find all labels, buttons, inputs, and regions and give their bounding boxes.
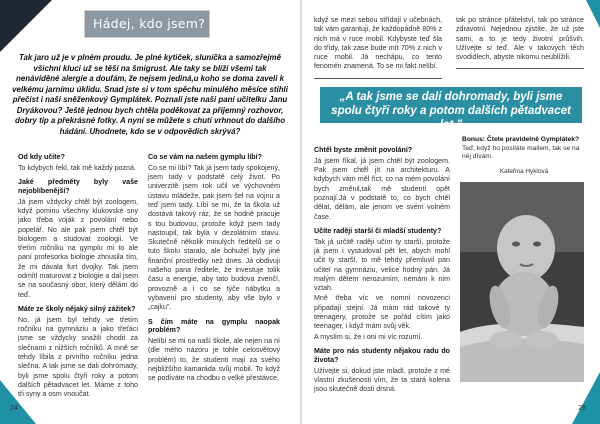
baby-photo (460, 182, 584, 382)
pull-quote-banner (320, 87, 582, 131)
interview-question: Chtěl byste změnit povolání? (314, 146, 413, 154)
interview-question: Co se vám na našem gymplu líbí? (148, 153, 262, 161)
corner-decoration-top-right (586, 0, 600, 28)
right-page (302, 0, 600, 424)
interview-answer: No, já jsem byl tehdy ve třetím ročníku na gymnáziu a jako třeťáci jsme se vždycky snažili chodit za slečnami z nižších ročníků. A mně se tehdy líbila z prvního ročníku jedna slečna. A tak jsme se dali dohromady, byli jsme spolu čtyři roky a potom dalších pětadvacet let. Máme z toho tři syny a osm vnoučat. (18, 315, 138, 399)
page-number-left: 24 (10, 405, 18, 412)
page-number-right: 25 (578, 405, 586, 412)
bonus-title: Bonus: Čtete pravidelně Gymplátek? (462, 136, 580, 143)
interview-answer: To kdybych řekl, tak mě každý pozná. (18, 163, 136, 172)
interview-question: Jaké předměty byly vaše nejoblíbenější? (18, 178, 138, 195)
right-column-2-top (456, 16, 584, 69)
right-col1-top-text: když se mezi sebou střídají v učebnách, tak vám garantuji, že každopádně 80% z nich má v ruce mobil. Kdybyste teď šla do třídy, tak zase bude mít 70% z nich v ruce mobil. Já nechápu, co tento fenomén znamená. To se mi fakt nelíbí. (314, 16, 442, 71)
interview-question: Máte ze školy nějaký silný zážitek? (18, 304, 136, 313)
right-column-1 (314, 146, 450, 395)
pull-quote: „A tak jsme se dali dohromady, byli jsme spolu čtyři roky a potom dalších pětadvacet let." (331, 91, 571, 131)
interview-question: Máte pro nás studenty nějakou radu do života? (314, 346, 450, 364)
interview-answer: Co se mi líbí? Tak já jsem tady spokojený, jsem tady v podstatě celý život. Po univerzitě jsem rok učil ve výchovném ústavu mládeže, pak jsem šel na vojnu a teď jsem tady. Líbí se mi, že ta škola už dostává takový ráz, že se hodně pracuje s tou budovou, protože když jsem tady nastoupil, tak byla v dezolátním stavu. Skutečně několik minulých ředitelů se o tuto školu staralo, ale bohužel byly jiné finanční prostředky než dnes. Já obdivuji našeho pana ředitele, že investuje tolik času a energie, aby tato budova zvenčí, provozně a i co se týče nábytku a vybavení pro studenty, aby vše bylo v „cajku". (148, 163, 280, 312)
bonus-text: Teď, když ho posíláte mailem, tak se na něj dívám. (462, 144, 580, 161)
right-column-1-top (314, 16, 442, 79)
interview-answer: Já jsem říkal, já jsem chtěl být zoologem. Pak jsem chtěl jít na architekturu. A kdybych vám měl říct, co na mém povolání bych změnil,tak mě studenti opět poznají.Já v podstatě to, co bych chtěl dělat, dělám, ale jenom ve svém volném čase. (314, 156, 450, 221)
corner-decoration-top-left (0, 0, 52, 52)
right-col2-top-text: tak po stránce přátelství, tak po stránce zdravotní. Nejednou zjistíte, že už jste sami, a to je tedy životní průšvih. Užívejte si teď. Ale v takových těch svodidlech, abyste nikomu neublížili. (456, 16, 584, 62)
left-column-1 (18, 153, 138, 400)
interview-answer: Nelíbí se mi na naší škole, ale nejen na ní (dle mého názoru je tohle celosvětový problém) to, že studenti mají za svého nejbližšího kamaráda svůj mobil. To když se podíváte na chodbu o velké přestávce, (148, 337, 280, 383)
interview-answer: Mně třeba víc ve nomní novozenci připadají stejní. Já mám rád takové ty teenagery, protože se pořád cítím jako teenager, i když mám svůj věk. (314, 294, 450, 331)
interview-answer: A myslím si, že i oni mi víc rozumí. (314, 332, 423, 341)
interview-question: Učíte raději starší či mladší studenty? (314, 226, 442, 235)
interview-question: Od kdy učíte? (18, 153, 65, 161)
article-title: Hádej, kdo jsem? (93, 16, 206, 31)
intro-text: Tak jaro už je v plném proudu. Je plné kytiček, sluníčka a samozřejmě všichni kluci už se těší na šmigrust. Ale taky se blíží všemi tak nenáviděné alergie a doufám, že nejsem jediná,u koho se doma zaveli k velkému jarnímu úklidu. Snad jste si v tom spěchu minulého měsíce stihli přečíst i naši sněženkový Gymplátek. Poznali jste naši paní učitelku Janu Dryákovou? Ještě jednou bych chtěla poděkovat za příjemný rozhovor, dobry tip a překrásné fotky. A nyní se můžete s chutí vrhnout do dalšího hádání. Uhodnete, kdo se v odpovědích skrývá? (12, 53, 288, 136)
interview-answer: Já jsem vždycky chtěl být zoologem, když pominu všechny klukovské sny jako třeba voják z povolání nebo popelář. No ale pak jsem chtěl být biologem a studovat zoologii. Ve třetím ročníku na gymplu mi to ale paní profesorka biologie zhnusila tím, že mi dávala furt dvojky. Tak jsem odmítl maturovat z biologie a dal jsem se na současný obor, který dělám do teď. (18, 197, 138, 299)
baby-photo-image (460, 182, 584, 382)
left-column-2 (148, 153, 280, 385)
bonus-sidebar (462, 136, 586, 176)
intro-paragraph (12, 53, 288, 137)
article-title-box (84, 10, 210, 38)
interview-answer: Tak já určitě raději učím ty starší, protože já jsem i vystudoval pět let, abych mohl učit ty starší, to mě tehdy přemluvil pan učitel na gymnáziu, velice hodný pán. Já malým dětem nerozumím, nemám k nim vztah. (314, 237, 450, 293)
interview-answer: Užívejte si, dokud jste mladí, protože z mé vlastní zkušenosti vím, že ta stará kolena jsou skutečně dosti drsná. (314, 366, 450, 394)
author-name: Kateřina Hyklová (499, 167, 549, 175)
interview-question: S čím máte na gymplu naopak problém? (148, 317, 280, 335)
